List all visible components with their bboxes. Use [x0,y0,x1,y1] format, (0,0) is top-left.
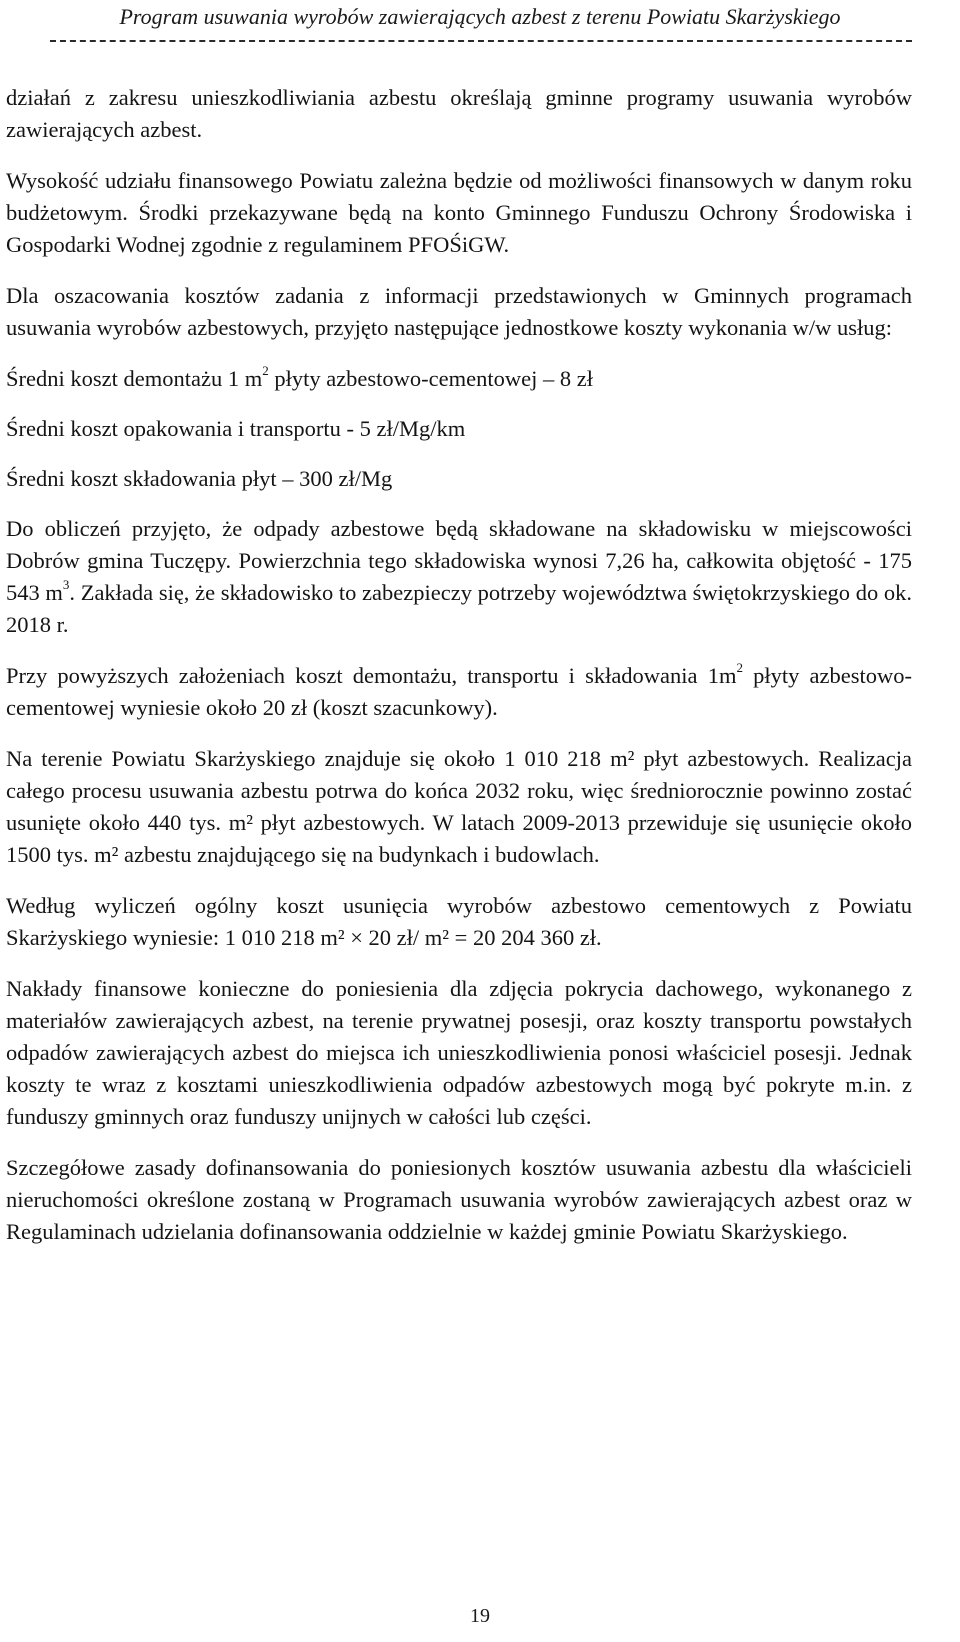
paragraph-demolition-cost [6,363,912,395]
paragraph-rules: Szczegółowe zasady dofinansowania do poniesionych kosztów usuwania azbestu dla właścicieli nieruchomości określone zostaną w Programach usuwania wyrobów zawierających azbest oraz w Regulaminach udzielania dofinansowania oddzielnie w każdej gminie Powiatu Skarżyskiego. [6,1155,912,1244]
landfill-text-end: . Zakłada się, że składowisko to zabezpieczy potrzeby województwa świętokrzyskiego do ok. 2018 r. [6,580,912,637]
demolition-cost-text-end: płyty azbestowo-cementowej – 8 zł [268,366,593,391]
paragraph-total-cost: Według wyliczeń ogólny koszt usunięcia wyrobów azbestowo cementowych z Powiatu Skarżyskiego wyniesie: 1 010 218 m² × 20 zł/ m² = 20 204 360 zł. [6,893,912,950]
demolition-cost-text: Średni koszt demontażu 1 m [6,366,263,391]
unit-cost-text: Przy powyższych założeniach koszt demontażu, transportu i składowania 1m [6,663,737,688]
landfill-text: Do obliczeń przyjęto, że odpady azbestowe będą składowane na składowisku w miejscowości Dobrów gmina Tuczępy. Powierzchnia tego składowiska wynosi 7,26 ha, całkowita objętość - 175 543 m [6,516,912,605]
paragraph-area: Na terenie Powiatu Skarżyskiego znajduje się około 1 010 218 m² płyt azbestowych. Realizacja całego procesu usuwania azbestu potrwa do końca 2032 roku, więc średniorocznie powinno zostać usunięte około 440 tys. m² płyt azbestowych. W latach 2009-2013 przewiduje się usunięcie około 1500 tys. m² azbestu znajdującego się na budynkach i budowlach. [6,746,912,867]
paragraph-3: Dla oszacowania kosztów zadania z informacji przedstawionych w Gminnych programach usuwania wyrobów azbestowych, przyjęto następujące jednostkowe koszty wykonania w/w usług: [6,283,912,340]
paragraph-transport-cost: Średni koszt opakowania i transportu - 5 zł/Mg/km [6,416,466,441]
paragraph-2: Wysokość udziału finansowego Powiatu zależna będzie od możliwości finansowych w danym roku budżetowym. Środki przekazywane będą na konto Gminnego Funduszu Ochrony Środowiska i Gospodarki Wodnej zgodnie z regulaminem PFOŚiGW. [6,168,912,257]
unit-cost-superscript: 2 [736,659,743,675]
header-title: Program usuwania wyrobów zawierających azbest z terenu Powiatu Skarżyskiego [119,4,841,29]
paragraph-total-unit-cost [6,660,912,724]
header-dashed-rule [50,40,912,42]
landfill-superscript: 3 [62,576,70,592]
page-header [0,0,960,30]
demolition-cost-superscript: 2 [262,362,269,378]
document-body [6,82,912,1267]
paragraph-financing: Nakłady finansowe konieczne do poniesienia dla zdjęcia pokrycia dachowego, wykonanego z materiałów zawierających azbest, na terenie prywatnej posesji, oraz koszty transportu powstałych odpadów zawierających azbest do miejsca ich unieszkodliwienia ponosi właściciel posesji. Jednak koszty te wraz z kosztami unieszkodliwienia odpadów azbestowych mogą być pokryte m.in. z funduszy gminnych oraz funduszy unijnych w całości lub części. [6,976,912,1129]
paragraph-landfill [6,513,912,641]
paragraph-1: działań z zakresu unieszkodliwiania azbestu określają gminne programy usuwania wyrobów zawierających azbest. [6,85,912,142]
page-number: 19 [470,1605,490,1627]
unit-cost-text-end: płyty azbestowo-cementowej wyniesie około 20 zł (koszt szacunkowy). [6,663,912,720]
paragraph-storage-cost: Średni koszt składowania płyt – 300 zł/Mg [6,466,393,491]
